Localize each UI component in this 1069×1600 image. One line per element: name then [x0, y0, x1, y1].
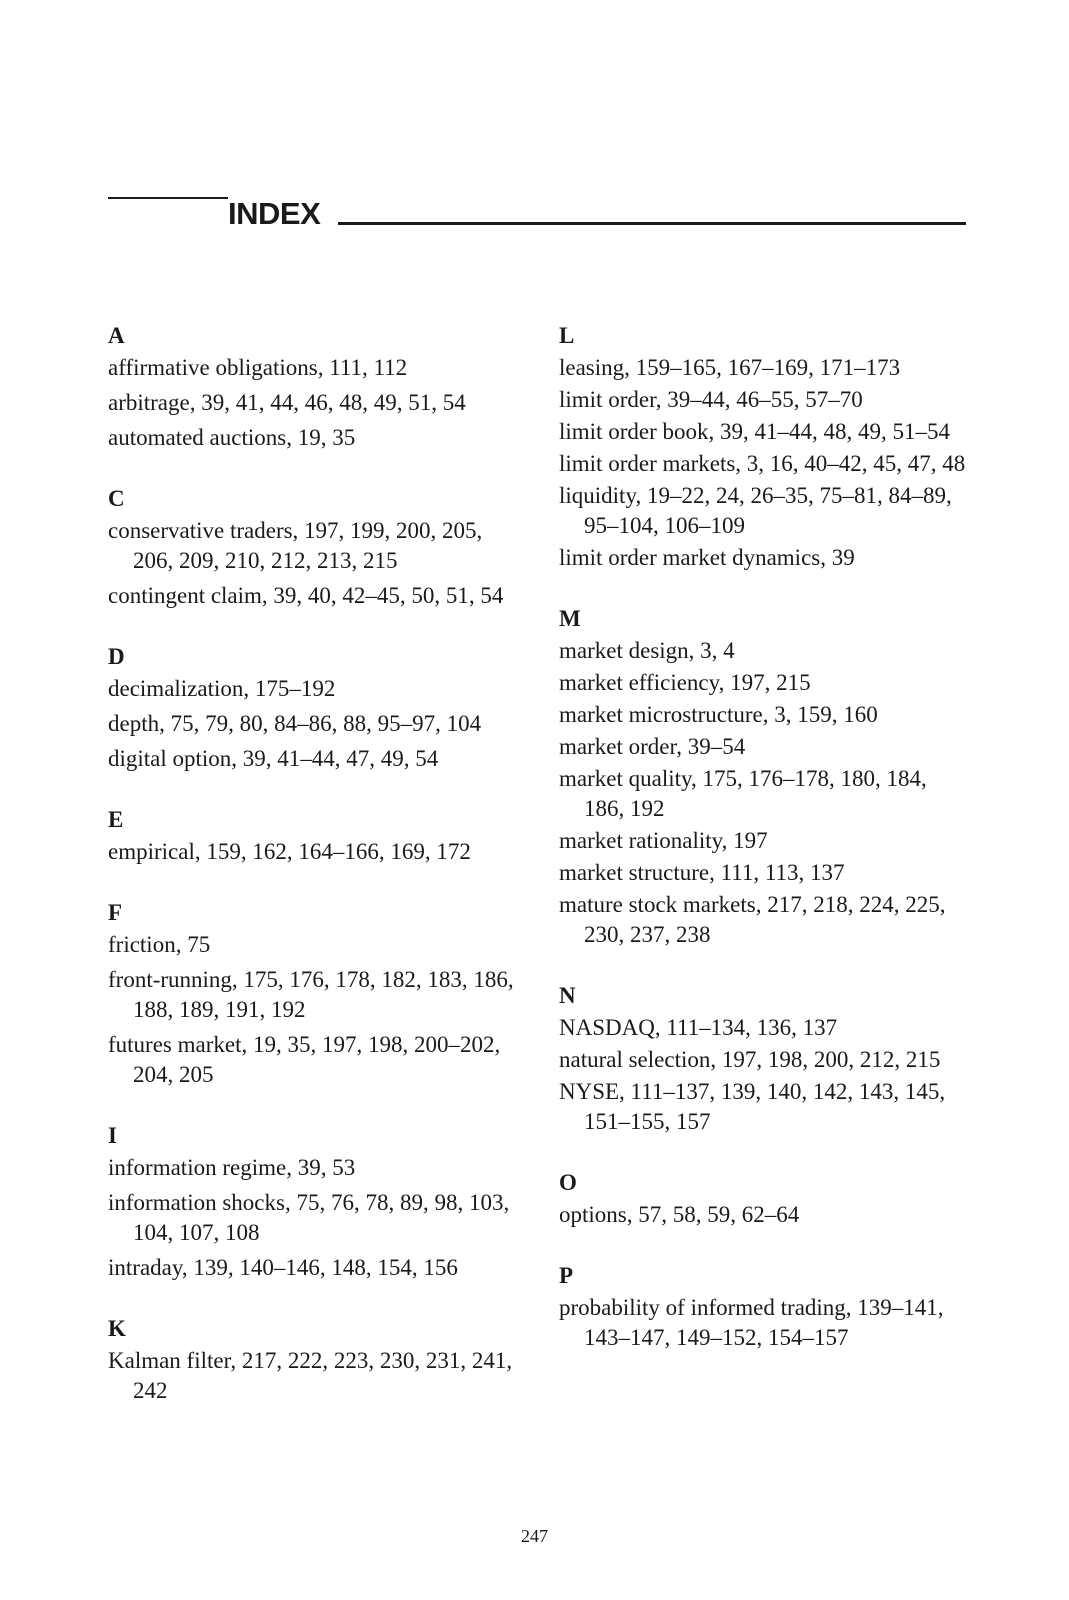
- header-rule-right: [338, 222, 966, 225]
- index-entry: leasing, 159–165, 167–169, 171–173: [559, 355, 901, 380]
- index-entry: market rationality, 197: [559, 828, 768, 853]
- index-section-p: [559, 1262, 969, 1353]
- index-entry: NYSE, 111–137, 139, 140, 142, 143, 145, 151–155, 157: [559, 1079, 946, 1134]
- index-entry: limit order markets, 3, 16, 40–42, 45, 47, 48: [559, 451, 966, 476]
- section-letter: N: [559, 983, 576, 1008]
- index-entry: decimalization, 175–192: [108, 676, 336, 701]
- index-entry: market quality, 175, 176–178, 180, 184, 186, 192: [559, 766, 927, 821]
- index-entry: market structure, 111, 113, 137: [559, 860, 845, 885]
- index-entry: NASDAQ, 111–134, 136, 137: [559, 1015, 838, 1040]
- section-letter: E: [108, 807, 124, 832]
- index-section-c: [108, 485, 528, 611]
- index-section-l: [559, 322, 969, 573]
- index-entry: mature stock markets, 217, 218, 224, 225, 230, 237, 238: [559, 892, 946, 947]
- index-entry: market microstructure, 3, 159, 160: [559, 702, 878, 727]
- index-section-o: [559, 1169, 969, 1230]
- page-number: 247: [521, 1526, 548, 1546]
- index-column-left: [108, 322, 528, 1438]
- index-entry: probability of informed trading, 139–141, 143–147, 149–152, 154–157: [559, 1295, 944, 1350]
- index-section-f: [108, 899, 528, 1090]
- section-letter: C: [108, 486, 125, 511]
- index-entry: empirical, 159, 162, 164–166, 169, 172: [108, 839, 471, 864]
- index-section-a: [108, 322, 528, 453]
- index-section-i: [108, 1122, 528, 1283]
- index-entry: information regime, 39, 53: [108, 1155, 356, 1180]
- section-letter: F: [108, 900, 123, 925]
- index-entry: contingent claim, 39, 40, 42–45, 50, 51, 54: [108, 583, 504, 608]
- index-entry: options, 57, 58, 59, 62–64: [559, 1202, 800, 1227]
- section-letter: K: [108, 1316, 126, 1341]
- index-entry: limit order market dynamics, 39: [559, 545, 855, 570]
- index-entry: Kalman filter, 217, 222, 223, 230, 231, 241, 242: [108, 1348, 513, 1403]
- index-section-e: [108, 806, 528, 867]
- index-header: [108, 195, 966, 235]
- index-entry: automated auctions, 19, 35: [108, 425, 356, 450]
- index-entry: digital option, 39, 41–44, 47, 49, 54: [108, 746, 439, 771]
- index-entry: natural selection, 197, 198, 200, 212, 215: [559, 1047, 941, 1072]
- index-entry: liquidity, 19–22, 24, 26–35, 75–81, 84–89, 95–104, 106–109: [559, 483, 952, 538]
- index-entry: market order, 39–54: [559, 734, 746, 759]
- index-entry: affirmative obligations, 111, 112: [108, 355, 408, 380]
- index-entry: front-running, 175, 176, 178, 182, 183, 186, 188, 189, 191, 192: [108, 967, 514, 1022]
- index-section-d: [108, 643, 528, 774]
- section-letter: A: [108, 323, 125, 348]
- index-entry: information shocks, 75, 76, 78, 89, 98, 103, 104, 107, 108: [108, 1190, 510, 1245]
- section-letter: D: [108, 644, 125, 669]
- section-letter: M: [559, 606, 581, 631]
- index-entry: market design, 3, 4: [559, 638, 735, 663]
- index-entry: limit order, 39–44, 46–55, 57–70: [559, 387, 863, 412]
- section-letter: O: [559, 1170, 577, 1195]
- index-section-k: [108, 1315, 528, 1406]
- section-letter: L: [559, 323, 575, 348]
- index-entry: intraday, 139, 140–146, 148, 154, 156: [108, 1255, 458, 1280]
- index-section-n: [559, 982, 969, 1137]
- section-letter: I: [108, 1123, 117, 1148]
- index-entry: market efficiency, 197, 215: [559, 670, 811, 695]
- index-entry: friction, 75: [108, 932, 211, 957]
- index-entry: depth, 75, 79, 80, 84–86, 88, 95–97, 104: [108, 711, 482, 736]
- index-entry: limit order book, 39, 41–44, 48, 49, 51–54: [559, 419, 950, 444]
- index-column-right: [559, 322, 969, 1385]
- index-entry: conservative traders, 197, 199, 200, 205, 206, 209, 210, 212, 213, 215: [108, 518, 483, 573]
- index-section-m: [559, 605, 969, 950]
- index-entry: arbitrage, 39, 41, 44, 46, 48, 49, 51, 54: [108, 390, 466, 415]
- page-title: INDEX: [228, 196, 321, 231]
- header-rule-left: [108, 197, 228, 199]
- index-entry: futures market, 19, 35, 197, 198, 200–202, 204, 205: [108, 1032, 501, 1087]
- section-letter: P: [559, 1263, 574, 1288]
